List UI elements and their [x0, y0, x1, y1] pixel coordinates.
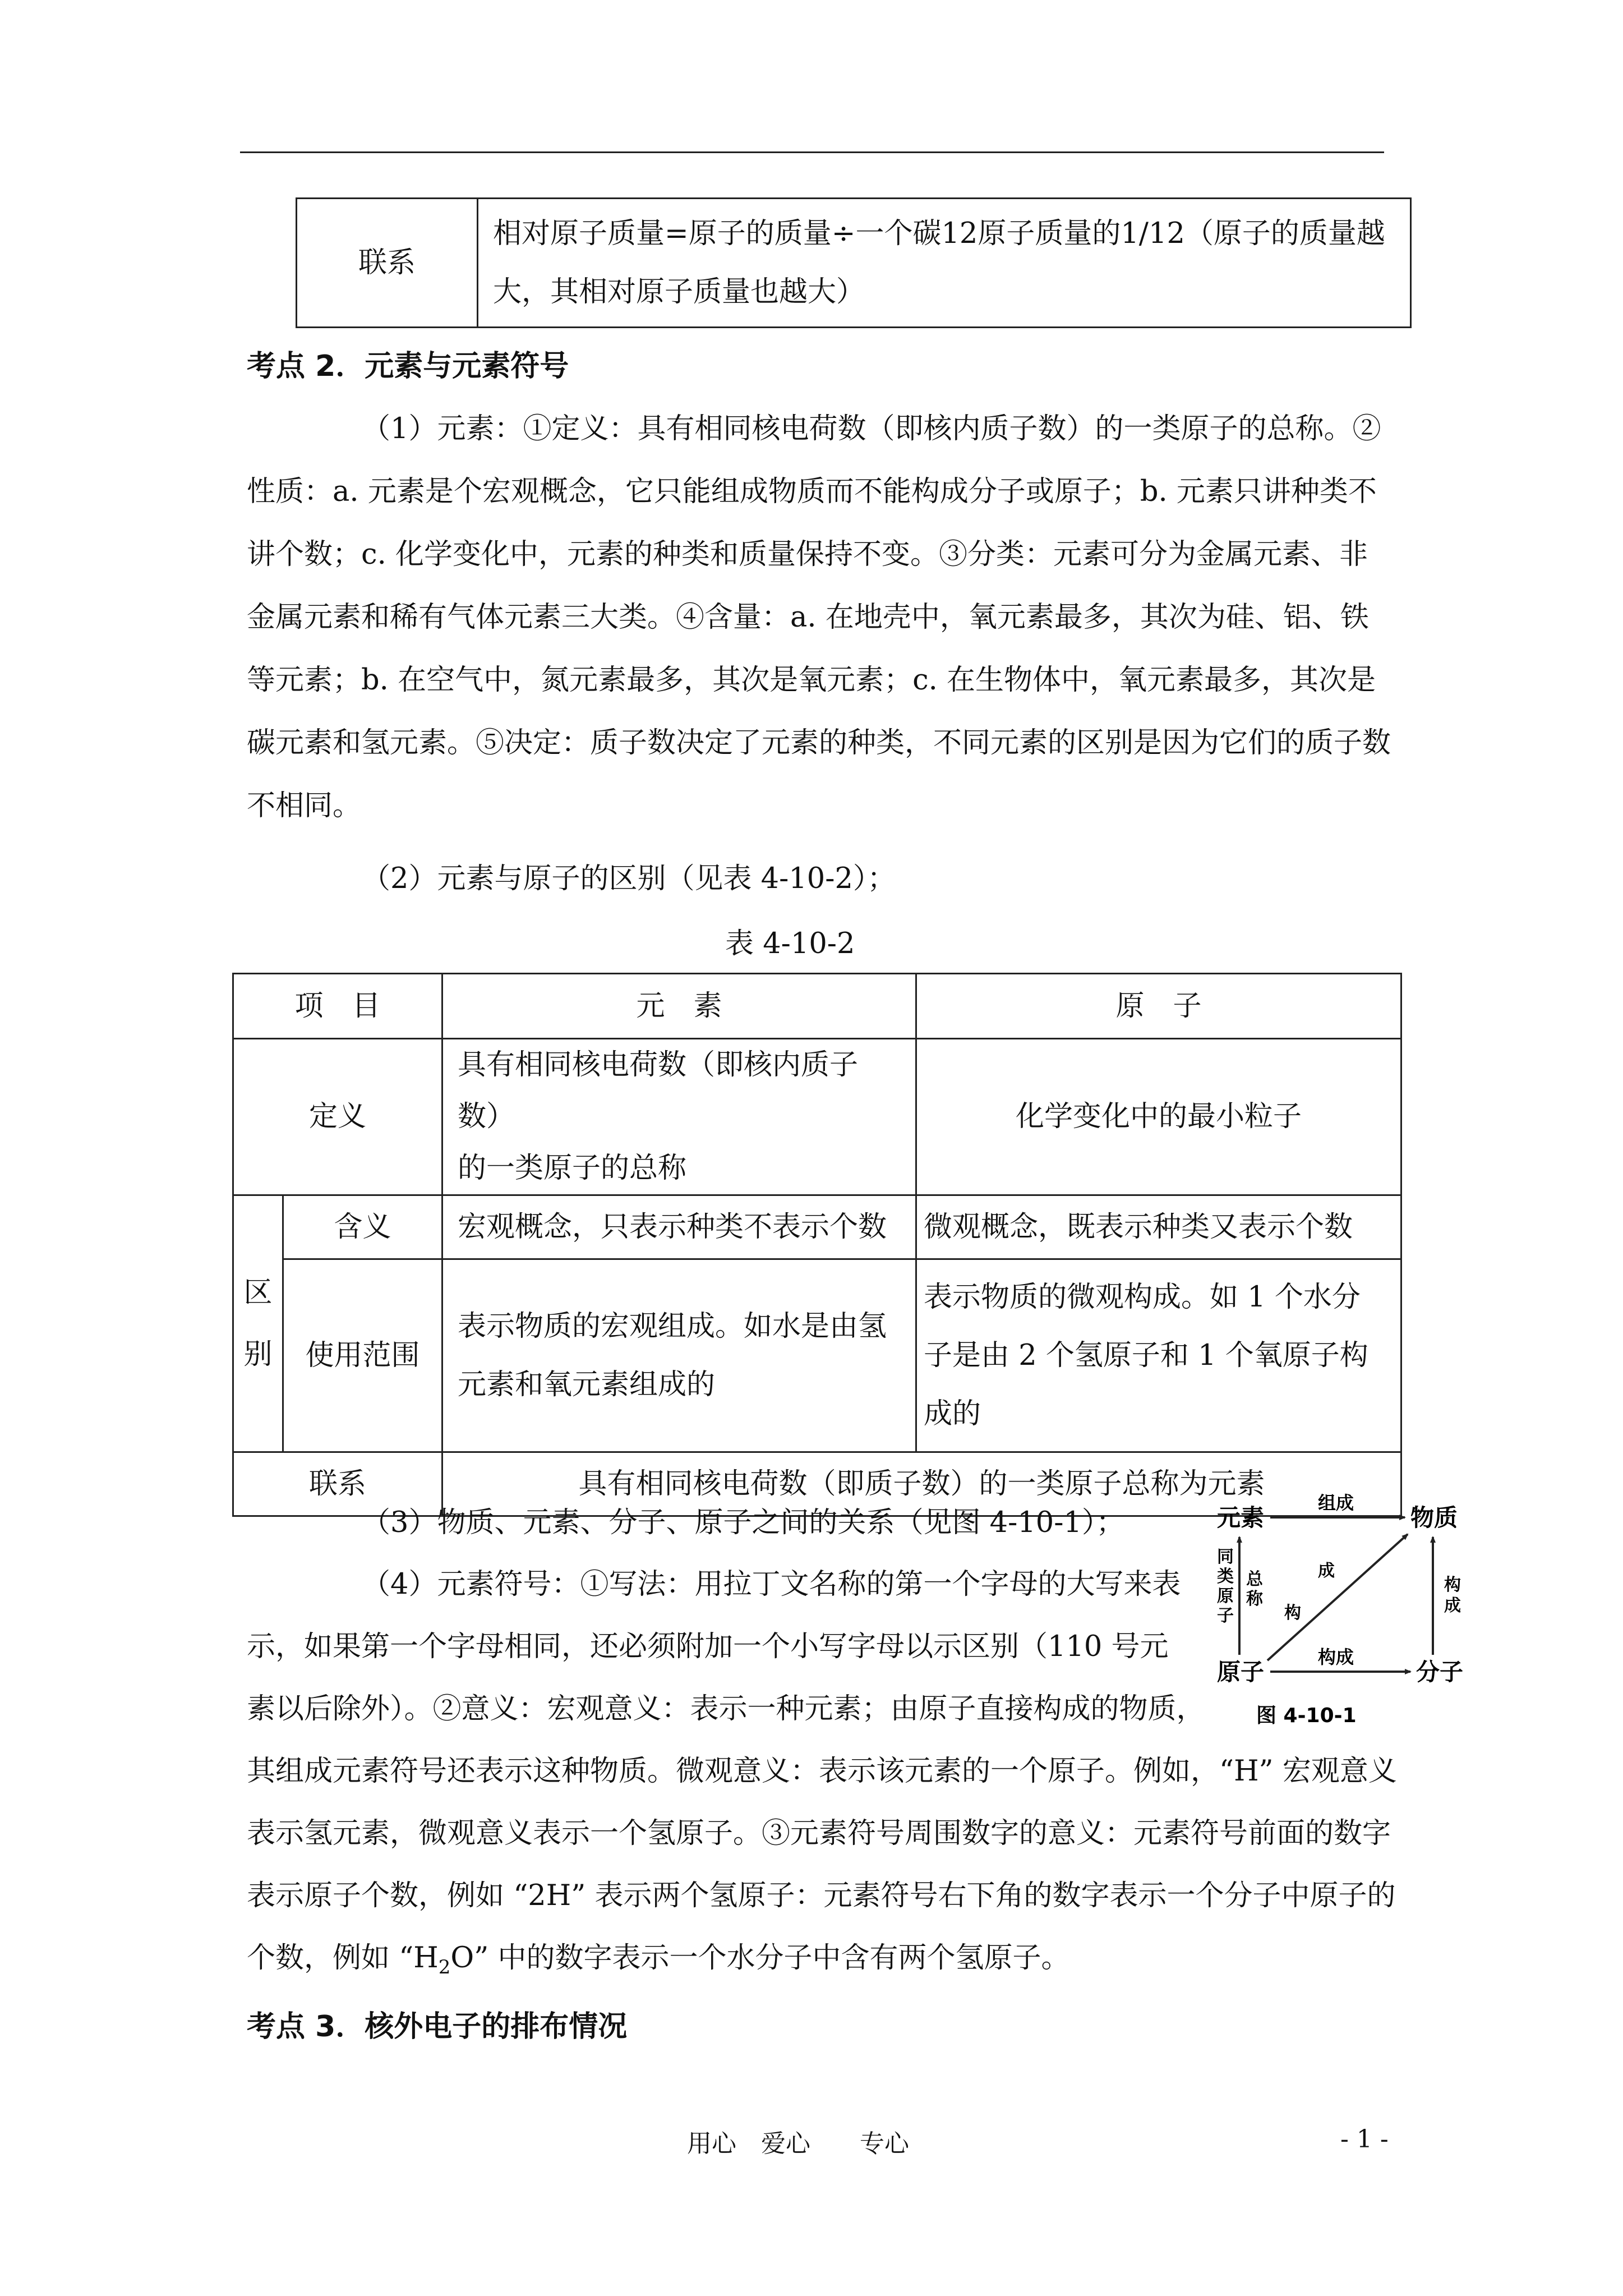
svg-text:类: 类 — [1217, 1567, 1234, 1586]
col-header-atom: 原 子 — [916, 974, 1401, 1039]
node-atom: 原子 — [1217, 1658, 1265, 1686]
footer-center: 用心 爱心 专心 — [687, 2129, 909, 2158]
usage-element: 表示物质的宏观组成。如水是由氢 元素和氧元素组成的 — [442, 1259, 916, 1452]
relation-diagram — [1211, 1492, 1481, 1739]
row-label-definition: 定义 — [233, 1039, 442, 1195]
section2-paragraph1-line: 讲个数；c. 化学变化中，元素的种类和质量保持不变。③分类：元素可分为金属元素、非 — [247, 538, 1368, 571]
section2-paragraph1-line: 不相同。 — [247, 789, 362, 822]
section2-paragraph1-line: 金属元素和稀有气体元素三大类。④含量：a. 在地壳中，氧元素最多，其次为硅、铝、铁 — [247, 601, 1369, 634]
paragraph4-line: 其组成元素符号还表示这种物质。微观意义：表示该元素的一个原子。例如，“H” 宏观意义 — [247, 1755, 1397, 1788]
node-substance: 物质 — [1410, 1504, 1458, 1531]
relation-table — [296, 197, 1412, 328]
relation-content: 相对原子质量=原子的质量÷一个碳12原子质量的1/12（原子的质量越大，其相对原子质量也越大） — [478, 199, 1411, 328]
relation-label: 联系 — [297, 199, 478, 328]
svg-text:成: 成 — [1318, 1561, 1335, 1581]
definition-element: 具有相同核电荷数（即核内质子数） 的一类原子的总称 — [442, 1039, 916, 1195]
section2-heading: 考点 2．元素与元素符号 — [247, 349, 569, 383]
label-compose: 组成 — [1318, 1492, 1354, 1513]
paragraph4-last-line: 个数，例如 “$H_2O$” 中的数字表示一个水分子中含有两个氢原子。 — [247, 1941, 1070, 1979]
section2-paragraph2: （2）元素与原子的区别（见表 4-10-2）； — [362, 862, 896, 895]
paragraph4-line: 素以后除外）。②意义：宏观意义：表示一种元素；由原子直接构成的物质， — [247, 1692, 1205, 1726]
col-header-item: 项 目 — [233, 974, 442, 1039]
paragraph4-line: 表示原子个数，例如 “2H” 表示两个氢原子：元素符号右下角的数字表示一个分子中原子的 — [247, 1879, 1396, 1912]
table-caption: 表 4-10-2 — [725, 927, 855, 960]
usage-atom: 表示物质的微观构成。如 1 个水分 子是由 2 个氢原子和 1 个氧原子构 成的 — [916, 1259, 1401, 1452]
section2-paragraph1-line: （1）元素：①定义：具有相同核电荷数（即核内质子数）的一类原子的总称。② — [362, 412, 1381, 445]
node-molecule: 分子 — [1416, 1658, 1464, 1686]
row-label-difference: 区 别 — [233, 1195, 283, 1452]
meaning-element: 宏观概念，只表示种类不表示个数 — [442, 1195, 916, 1259]
meaning-atom: 微观概念，既表示种类又表示个数 — [916, 1195, 1401, 1259]
svg-text:同: 同 — [1217, 1547, 1234, 1567]
section2-paragraph1-line: 等元素；b. 在空气中，氮元素最多，其次是氧元素；c. 在生物体中，氧元素最多，其次是 — [247, 664, 1376, 697]
element-atom-table — [232, 973, 1402, 1517]
row-label-meaning: 含义 — [283, 1195, 442, 1259]
figure-caption: 图 4-10-1 — [1256, 1704, 1357, 1727]
row-label-usage: 使用范围 — [283, 1259, 442, 1452]
col-header-element: 元 素 — [442, 974, 916, 1039]
paragraph4-line: （4）元素符号：①写法：用拉丁文名称的第一个字母的大写来表 — [362, 1568, 1181, 1601]
paragraph4-line: 示，如果第一个字母相同，还必须附加一个小写字母以示区别（110 号元 — [247, 1630, 1169, 1663]
section3-heading: 考点 3．核外电子的排布情况 — [247, 2010, 628, 2044]
paragraph4-line: 表示氢元素，微观意义表示一个氢原子。③元素符号周围数字的意义：元素符号前面的数字 — [247, 1817, 1391, 1850]
paragraph3: （3）物质、元素、分子、原子之间的关系（见图 4-10-1）； — [362, 1506, 1125, 1539]
svg-text:总: 总 — [1246, 1570, 1263, 1589]
svg-text:原: 原 — [1217, 1586, 1234, 1606]
svg-text:子: 子 — [1217, 1606, 1234, 1626]
section2-paragraph1-line: 性质：a. 元素是个宏观概念，它只能组成物质而不能构成分子或原子；b. 元素只讲种类不 — [247, 475, 1377, 508]
arrow-atom-to-substance — [1267, 1534, 1408, 1660]
page-number: - 1 - — [1340, 2125, 1389, 2154]
row-label-link: 联系 — [233, 1452, 442, 1516]
label-constitute: 构成 — [1318, 1646, 1354, 1668]
svg-text:称: 称 — [1246, 1589, 1263, 1609]
header-rule — [240, 151, 1384, 153]
link-text: 具有相同核电荷数（即质子数）的一类原子总称为元素 — [442, 1452, 1401, 1516]
svg-text:构: 构 — [1284, 1603, 1301, 1623]
definition-atom: 化学变化中的最小粒子 — [916, 1039, 1401, 1195]
svg-text:成: 成 — [1444, 1596, 1461, 1616]
svg-text:构: 构 — [1444, 1575, 1461, 1595]
section2-paragraph1-line: 碳元素和氢元素。⑤决定：质子数决定了元素的种类，不同元素的区别是因为它们的质子数 — [247, 726, 1391, 760]
node-element: 元素 — [1217, 1504, 1265, 1531]
